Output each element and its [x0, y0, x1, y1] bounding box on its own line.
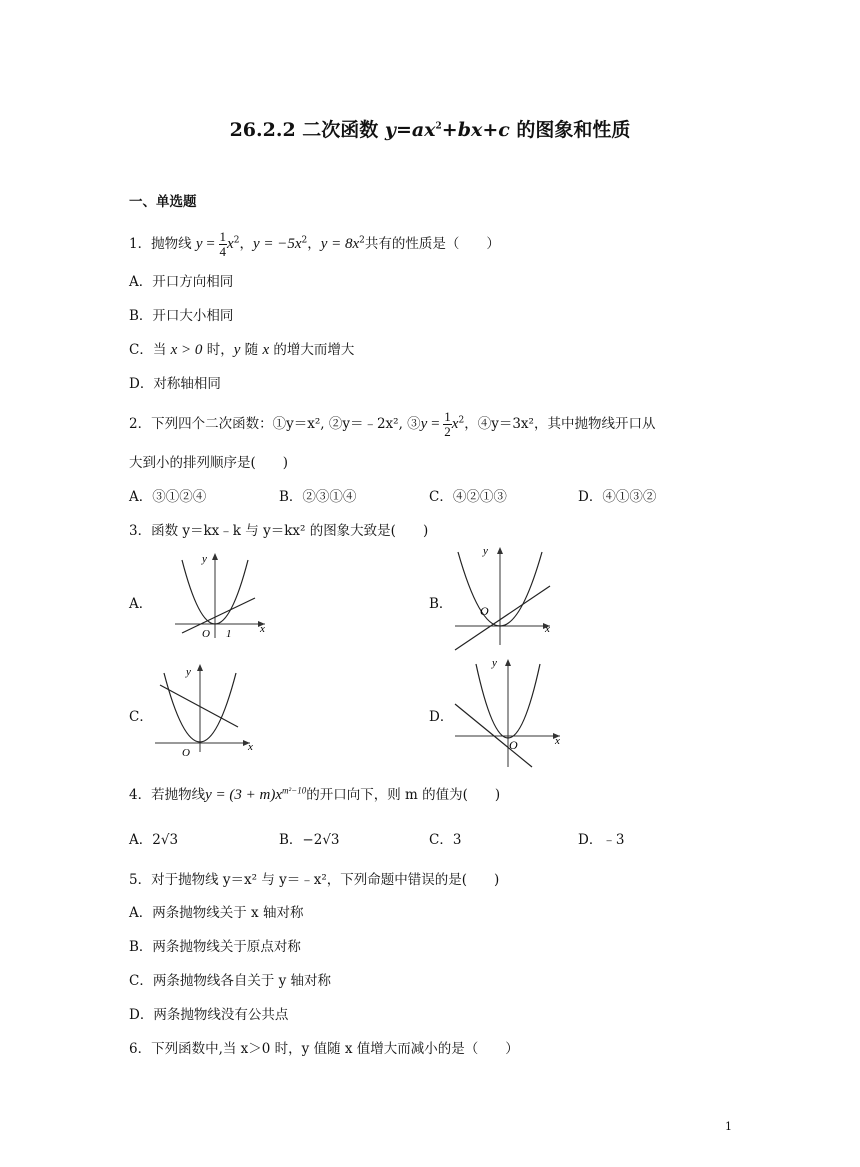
y-axis-arrow [212, 553, 218, 560]
y-axis-arrow [197, 664, 203, 671]
graph-a [170, 548, 280, 643]
q2-option-d: D．④①③② [578, 489, 657, 505]
q3-label-d: D． [429, 709, 454, 725]
question-6: 6．下列函数中,当 x＞0 时，y 值随 x 值增大而减小的是（ ） [129, 1041, 519, 1057]
question-2-line-1: 2．下列四个二次函数：①y＝x², ②y＝﹣2x², ③y = $\frac{1}{2}$ $x^2$，④y＝3x²，其中抛物线开口从 [129, 409, 656, 439]
x-label: x [260, 623, 265, 635]
fraction: $\frac{1}{2}$ [444, 409, 451, 439]
q3-label-a: A． [129, 596, 153, 612]
q4-option-a: A．2√3 [129, 832, 179, 848]
q2-option-b: B．②③①④ [279, 489, 357, 505]
question-2-line-2: 大到小的排列顺序是( ) [129, 455, 289, 471]
section-heading: 一、单选题 [129, 194, 197, 210]
origin-label: O [202, 628, 210, 640]
page-number: 1 [725, 1120, 732, 1133]
origin-label: O [509, 738, 518, 752]
x-label: x [248, 741, 253, 753]
graph-b [450, 540, 560, 655]
page-title: 26.2.2 二次函数 $y=ax^2+bx+c$ 的图象和性质 [229, 119, 631, 141]
origin-label: O [480, 604, 489, 618]
y-label: y [202, 553, 207, 565]
question-4: 4．若抛物线$y = (3 + m)x^{m^2-10}$的开口向下，则 m 的值为( ) [129, 785, 501, 803]
y-axis-arrow [497, 547, 503, 554]
q5-option-b: B．两条抛物线关于原点对称 [129, 939, 301, 955]
x-label: x [555, 735, 560, 747]
q1-option-a: A．开口方向相同 [129, 274, 234, 290]
q5-option-a: A．两条抛物线关于 x 轴对称 [129, 905, 304, 921]
y-label: y [186, 666, 191, 678]
question-3: 3．函数 y＝kx﹣k 与 y＝kx² 的图象大致是( ) [129, 523, 429, 539]
y-label: y [492, 657, 497, 669]
q2-option-a: A．③①②④ [129, 489, 207, 505]
graph-d [450, 652, 570, 772]
line [455, 586, 550, 650]
q1-option-b: B．开口大小相同 [129, 308, 234, 324]
graph-c [150, 657, 260, 757]
q4-option-c: C．3 [429, 832, 462, 848]
q4-option-b: B．−2√3 [279, 832, 340, 848]
origin-label: O [182, 747, 190, 757]
q1-option-d: D．对称轴相同 [129, 376, 221, 392]
line [182, 598, 255, 633]
q3-label-b: B． [429, 596, 453, 612]
y-label: y [483, 545, 488, 557]
y-axis-arrow [505, 659, 511, 666]
q1-option-c: C．当 x > 0 时，y 随 x 的增大而增大 [129, 342, 355, 358]
question-5: 5．对于抛物线 y＝x² 与 y＝﹣x²，下列命题中错误的是( ) [129, 872, 500, 888]
fraction: $\frac{1}{4}$ [219, 229, 227, 259]
x-label: x [545, 623, 550, 635]
question-1: 1．抛物线 y = $\frac{1}{4}$ $x^2$，$y = -5x^2$，$y = 8x^2$共有的性质是（ ） [129, 229, 500, 259]
q3-label-c: C． [129, 709, 153, 725]
q5-option-c: C．两条抛物线各自关于 y 轴对称 [129, 973, 332, 989]
tick-one-label: 1 [226, 628, 232, 640]
q4-option-d: D．﹣3 [578, 832, 625, 848]
q2-option-c: C．④②①③ [429, 489, 507, 505]
q5-option-d: D．两条抛物线没有公共点 [129, 1007, 289, 1023]
